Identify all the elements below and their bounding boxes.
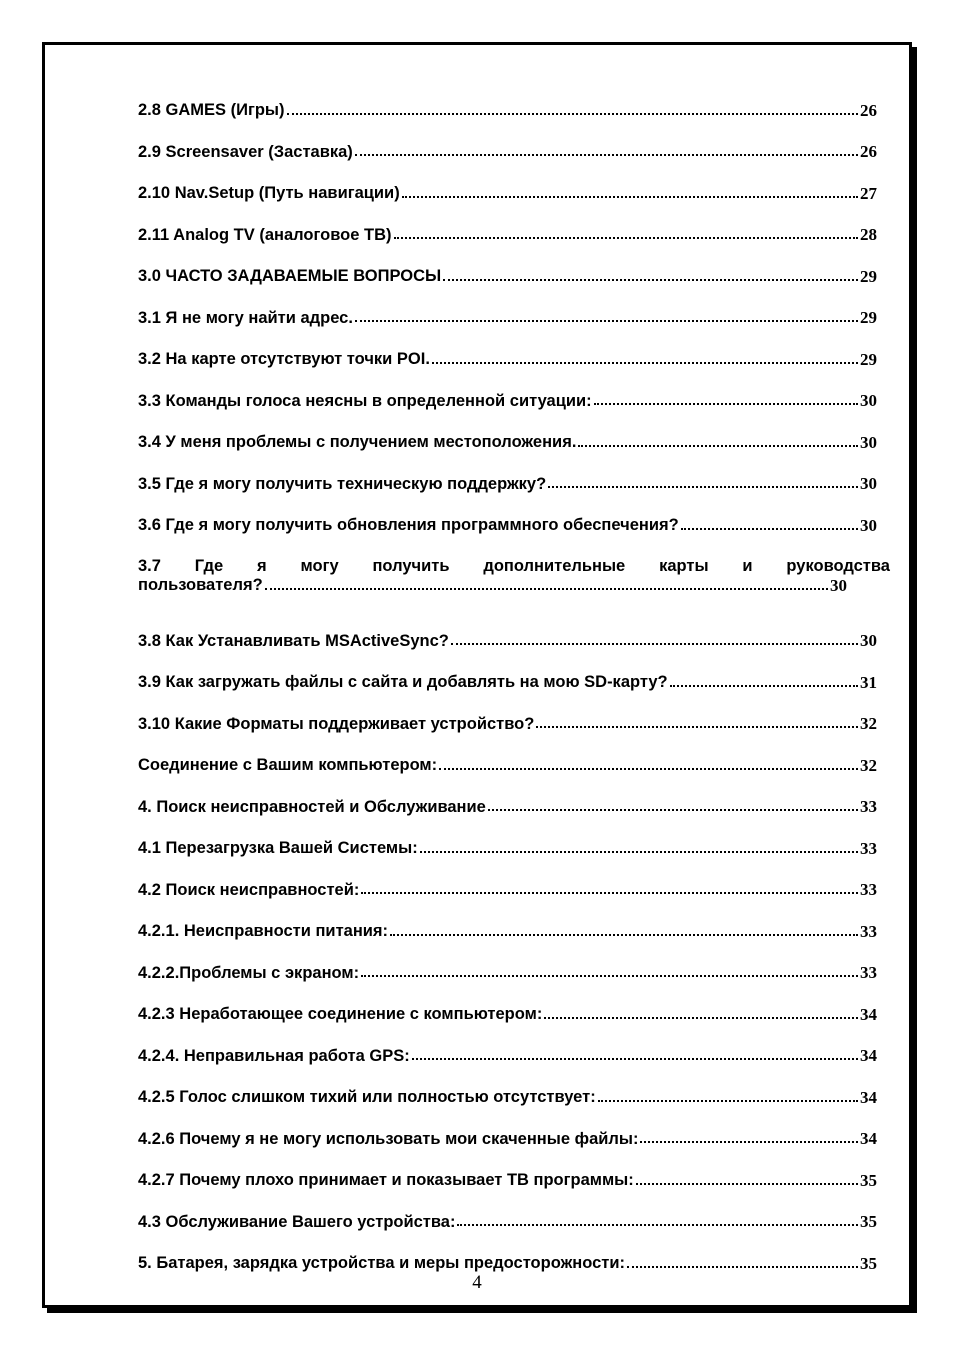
- dot-leader: [439, 768, 858, 770]
- toc-entry-page: 35: [860, 1253, 877, 1273]
- toc-entry[interactable]: [138, 662, 890, 704]
- toc-entry-word: и: [742, 556, 753, 575]
- dot-leader: [420, 851, 858, 853]
- toc-entry-label: пользователя?: [138, 576, 263, 594]
- dot-leader: [548, 486, 858, 488]
- table-of-contents: [138, 90, 890, 1285]
- toc-entry-label: 3.5 Где я могу получить техническую поддержку?: [138, 474, 547, 493]
- toc-entry-word: могу: [300, 556, 339, 575]
- toc-entry-word: Где: [194, 556, 224, 575]
- toc-entry-page: 29: [860, 349, 877, 369]
- toc-entry-word: карты: [659, 556, 709, 575]
- toc-entry-page: 33: [860, 880, 877, 900]
- toc-entry-page: 35: [860, 1212, 877, 1232]
- toc-entry-page: 34: [860, 1046, 877, 1066]
- toc-entry[interactable]: [138, 1077, 890, 1119]
- toc-entry-page: 29: [860, 266, 877, 286]
- toc-entry[interactable]: [138, 1036, 890, 1078]
- toc-entry-page: 30: [860, 474, 877, 494]
- toc-entry-page: 33: [860, 921, 877, 941]
- toc-entry-label: 4.2.1. Неисправности питания:: [138, 922, 389, 941]
- toc-entry[interactable]: [138, 621, 890, 663]
- toc-entry-label-line-1: [138, 557, 890, 576]
- toc-entry[interactable]: [138, 215, 890, 257]
- toc-entry-label: 4.2.5 Голос слишком тихий или полностью отсутствует:: [138, 1088, 596, 1107]
- toc-entry-label: 4.1 Перезагрузка Вашей Системы:: [138, 839, 418, 858]
- toc-entry-page: 34: [860, 1087, 877, 1107]
- toc-entry-page: 27: [860, 183, 877, 203]
- toc-entry-page: 33: [860, 797, 877, 817]
- toc-entry-label: 5. Батарея, зарядка устройства и меры предосторожности:: [138, 1254, 625, 1273]
- toc-entry-label: 3.9 Как загружать файлы с сайта и добавлять на мою SD-карту?: [138, 673, 668, 692]
- dot-leader: [636, 1183, 858, 1185]
- toc-entry[interactable]: [138, 953, 890, 995]
- toc-entry[interactable]: [138, 173, 890, 215]
- toc-entry[interactable]: [138, 132, 890, 174]
- dot-leader: [412, 1058, 858, 1060]
- toc-entry-page: 29: [860, 308, 877, 328]
- toc-entry-word: я: [257, 556, 267, 575]
- toc-entry-page: 30: [860, 391, 877, 411]
- toc-entry[interactable]: [138, 422, 890, 464]
- toc-entry[interactable]: [138, 828, 890, 870]
- toc-entry-label: 4.2 Поиск неисправностей:: [138, 880, 360, 899]
- toc-entry[interactable]: [138, 994, 890, 1036]
- dot-leader: [681, 528, 858, 530]
- toc-entry-page: 32: [860, 755, 877, 775]
- dot-leader: [361, 892, 858, 894]
- dot-leader: [355, 320, 858, 322]
- toc-entry-page: 30: [830, 575, 847, 595]
- toc-entry-page: 32: [860, 714, 877, 734]
- dot-leader: [544, 1017, 858, 1019]
- toc-entry-label: 2.8 GAMES (Игры): [138, 101, 285, 120]
- toc-entry-label: Соединение с Вашим компьютером:: [138, 756, 438, 775]
- toc-entry-label: 3.10 Какие Форматы поддерживает устройство?: [138, 714, 535, 733]
- toc-entry[interactable]: [138, 464, 890, 506]
- toc-entry-label: 4.2.2.Проблемы с экраном:: [138, 963, 360, 982]
- dot-leader: [594, 403, 858, 405]
- dot-leader: [536, 726, 858, 728]
- toc-entry-page: 30: [860, 432, 877, 452]
- toc-entry[interactable]: [138, 1202, 890, 1244]
- toc-entry-word: 3.7: [138, 556, 161, 575]
- toc-entry-page: 33: [860, 963, 877, 983]
- toc-entry-page: 30: [860, 515, 877, 535]
- toc-entry-word: руководства: [786, 556, 890, 575]
- toc-entry[interactable]: [138, 787, 890, 829]
- dot-leader: [627, 1266, 858, 1268]
- toc-entry[interactable]: [138, 547, 890, 621]
- toc-entry-page: 26: [860, 100, 877, 120]
- page-frame: [42, 42, 912, 1308]
- toc-entry-page: 34: [860, 1004, 877, 1024]
- toc-entry-label: 4.3 Обслуживание Вашего устройства:: [138, 1212, 456, 1231]
- toc-entry-label: 3.6 Где я могу получить обновления программного обеспечения?: [138, 516, 679, 535]
- page-number: 4: [472, 1272, 482, 1293]
- dot-leader: [390, 934, 858, 936]
- toc-entry-label: 3.2 На карте отсутствуют точки POI.: [138, 350, 430, 369]
- dot-leader: [265, 588, 828, 590]
- toc-entry-word: дополнительные: [483, 556, 626, 575]
- dot-leader: [640, 1141, 858, 1143]
- toc-entry[interactable]: [138, 505, 890, 547]
- toc-entry-page: 30: [860, 631, 877, 651]
- toc-entry-label: 3.8 Как Устанавливать MSActiveSync?: [138, 631, 449, 650]
- toc-entry[interactable]: [138, 256, 890, 298]
- toc-entry-page: 26: [860, 142, 877, 162]
- toc-entry-page: 33: [860, 838, 877, 858]
- dot-leader: [361, 975, 858, 977]
- dot-leader: [451, 643, 858, 645]
- toc-entry-label: 4. Поиск неисправностей и Обслуживание: [138, 797, 486, 816]
- toc-entry[interactable]: [138, 339, 890, 381]
- toc-entry-label: 4.2.6 Почему я не могу использовать мои скаченные файлы:: [138, 1129, 639, 1148]
- toc-entry-label: 2.10 Nav.Setup (Путь навигации): [138, 184, 400, 203]
- dot-leader: [287, 113, 858, 115]
- toc-entry[interactable]: [138, 704, 890, 746]
- toc-entry[interactable]: [138, 745, 890, 787]
- dot-leader: [598, 1100, 858, 1102]
- toc-entry-label: 4.2.3 Неработающее соединение с компьютером:: [138, 1005, 543, 1024]
- dot-leader: [457, 1224, 858, 1226]
- toc-entry[interactable]: [138, 911, 890, 953]
- toc-entry-page: 34: [860, 1129, 877, 1149]
- toc-entry[interactable]: [138, 298, 890, 340]
- toc-entry-label: 3.0 ЧАСТО ЗАДАВАЕМЫЕ ВОПРОСЫ: [138, 267, 442, 286]
- toc-entry-label: 3.4 У меня проблемы с получением местоположения.: [138, 433, 577, 452]
- toc-entry[interactable]: [138, 1160, 890, 1202]
- toc-entry[interactable]: [138, 1119, 890, 1161]
- toc-entry[interactable]: [138, 90, 890, 132]
- toc-entry-page: 28: [860, 225, 877, 245]
- toc-entry[interactable]: [138, 870, 890, 912]
- dot-leader: [670, 685, 858, 687]
- toc-entry-page: 35: [860, 1170, 877, 1190]
- dot-leader: [432, 362, 858, 364]
- toc-entry-label-line-2: [138, 576, 860, 596]
- toc-entry-label: 3.3 Команды голоса неясны в определенной ситуации:: [138, 391, 592, 410]
- toc-entry[interactable]: [138, 381, 890, 423]
- dot-leader: [488, 809, 858, 811]
- dot-leader: [578, 445, 858, 447]
- toc-entry-label: 2.11 Analog TV (аналоговое ТВ): [138, 225, 392, 244]
- toc-entry-label: 3.1 Я не могу найти адрес.: [138, 308, 353, 327]
- toc-entry-label: 4.2.4. Неправильная работа GPS:: [138, 1046, 410, 1065]
- dot-leader: [443, 279, 858, 281]
- dot-leader: [355, 154, 858, 156]
- toc-entry-label: 4.2.7 Почему плохо принимает и показывает ТВ программы:: [138, 1171, 634, 1190]
- toc-entry-label: 2.9 Screensaver (Заставка): [138, 142, 353, 161]
- toc-entry-word: получить: [372, 556, 450, 575]
- toc-entry-page: 31: [860, 672, 877, 692]
- dot-leader: [402, 196, 858, 198]
- dot-leader: [394, 237, 859, 239]
